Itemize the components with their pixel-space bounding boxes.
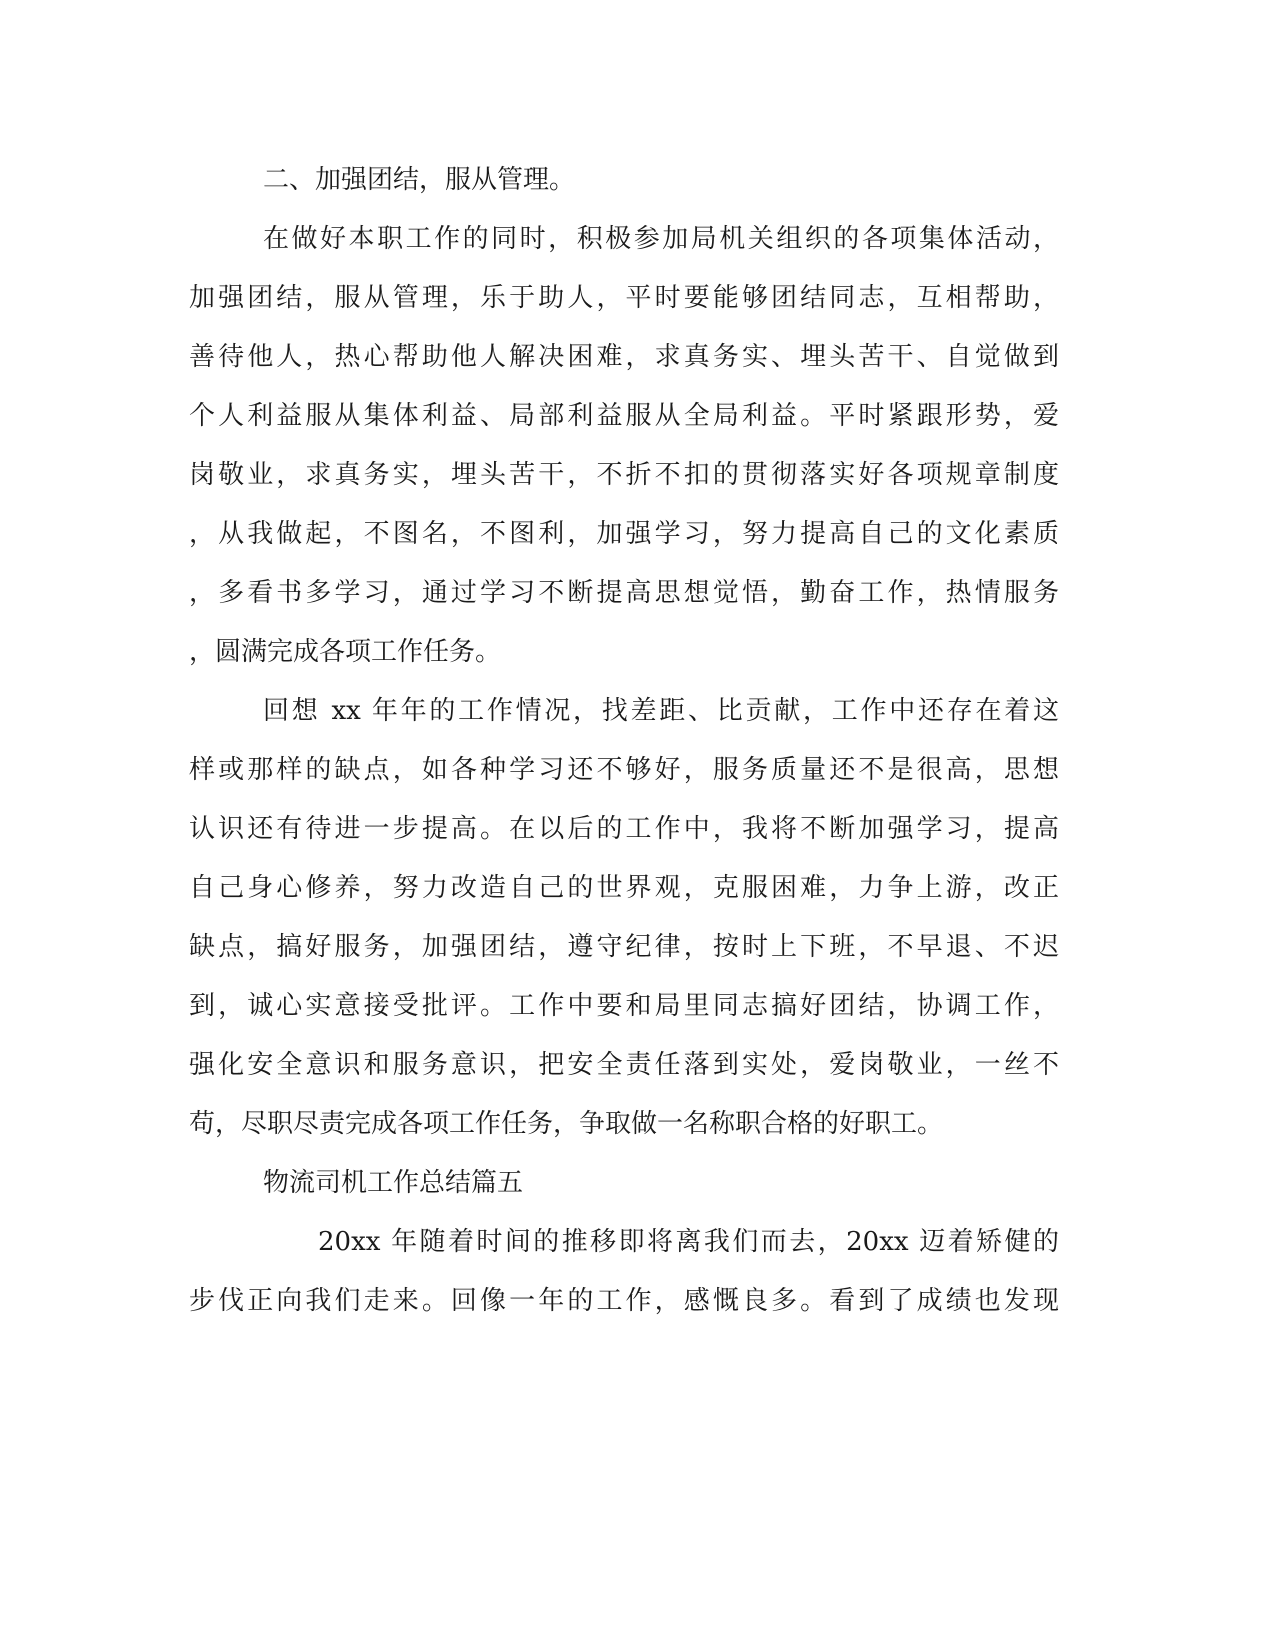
paragraph-line: 认识还有待进一步提高。在以后的工作中，我将不断加强学习，提高 (189, 814, 1059, 844)
paragraph-line: 苟，尽职尽责完成各项工作任务，争取做一名称职合格的好职工。 (189, 1109, 944, 1139)
paragraph-line: 善待他人，热心帮助他人解决困难，求真务实、埋头苦干、自觉做到 (189, 342, 1059, 372)
paragraph-line: 自己身心修养，努力改造自己的世界观，克服困难，力争上游，改正 (189, 873, 1059, 903)
paragraph-line: 到，诚心实意接受批评。工作中要和局里同志搞好团结，协调工作， (189, 991, 1059, 1021)
paragraph-line: ，从我做起，不图名，不图利，加强学习，努力提高自己的文化素质 (189, 519, 1059, 549)
paragraph-line: 在做好本职工作的同时，积极参加局机关组织的各项集体活动， (263, 224, 1059, 254)
section-heading: 物流司机工作总结篇五 (263, 1168, 524, 1198)
paragraph-line: 回想 xx 年年的工作情况，找差距、比贡献，工作中还存在着这 (263, 696, 1059, 726)
paragraph-line: 步伐正向我们走来。回像一年的工作，感慨良多。看到了成绩也发现 (189, 1286, 1059, 1316)
paragraph-line: 岗敬业，求真务实，埋头苦干，不折不扣的贯彻落实好各项规章制度 (189, 460, 1059, 490)
paragraph-line: 强化安全意识和服务意识，把安全责任落到实处，爱岗敬业，一丝不 (189, 1050, 1059, 1080)
paragraph-line: ，圆满完成各项工作任务。 (189, 637, 502, 667)
paragraph-line: 20xx 年随着时间的推移即将离我们而去，20xx 迈着矫健的 (318, 1227, 1059, 1257)
paragraph-line: ，多看书多学习，通过学习不断提高思想觉悟，勤奋工作，热情服务 (189, 578, 1059, 608)
paragraph-line: 加强团结，服从管理，乐于助人，平时要能够团结同志，互相帮助， (189, 283, 1059, 313)
paragraph-line: 个人利益服从集体利益、局部利益服从全局利益。平时紧跟形势，爱 (189, 401, 1059, 431)
paragraph-line: 样或那样的缺点，如各种学习还不够好，服务质量还不是很高，思想 (189, 755, 1059, 785)
paragraph-line: 缺点，搞好服务，加强团结，遵守纪律，按时上下班，不早退、不迟 (189, 932, 1059, 962)
section-heading: 二、加强团结，服从管理。 (263, 165, 576, 195)
